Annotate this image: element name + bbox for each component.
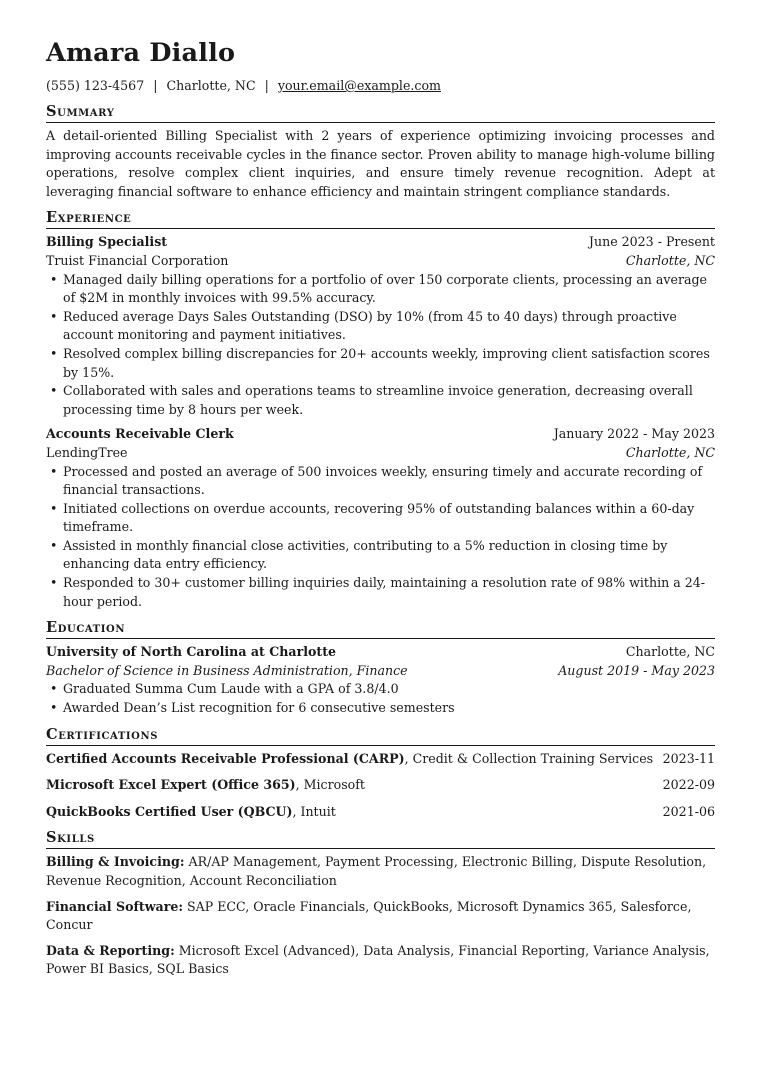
skills-section	[46, 829, 715, 979]
summary-section	[46, 103, 715, 201]
certification-name: Certified Accounts Receivable Professional (CARP)	[46, 750, 405, 766]
skill-values: SAP ECC, Oracle Financials, QuickBooks, Microsoft Dynamics 365, Salesforce, Concur	[46, 898, 692, 933]
skill-category: Billing & Invoicing:	[46, 854, 185, 870]
resume-header	[46, 38, 715, 94]
contact-location: Charlotte, NC	[166, 78, 256, 93]
certification-text	[46, 750, 653, 769]
achievement-item: • Graduated Summa Cum Laude with a GPA of 3.8/4.0	[46, 680, 715, 699]
job-dates: January 2022 - May 2023	[553, 426, 715, 442]
entry-subheader-row	[46, 662, 715, 681]
experience-entry	[46, 233, 715, 419]
skill-category: Data & Reporting:	[46, 942, 175, 958]
entry-subheader-row	[46, 252, 715, 271]
certification-list	[46, 750, 715, 822]
entry-header-row	[46, 425, 715, 444]
education-section	[46, 619, 715, 717]
contact-separator: |	[153, 78, 158, 93]
certification-date: 2023-11	[662, 750, 715, 766]
skill-group	[46, 898, 715, 935]
achievement-item: • Processed and posted an average of 500 invoices weekly, ensuring timely and accurate recording of financial transactions.	[46, 463, 715, 500]
achievement-item: • Resolved complex billing discrepancies for 20+ accounts weekly, improving client satisfaction scores by 15%.	[46, 345, 715, 382]
section-title-skills: Skills	[46, 829, 715, 849]
education-achievement-list	[46, 680, 715, 717]
certification-text	[46, 776, 365, 795]
certifications-section	[46, 726, 715, 822]
skill-values: AR/AP Management, Payment Processing, Electronic Billing, Dispute Resolution, Revenue Recognition, Account Reconciliation	[46, 854, 707, 888]
section-title-summary: Summary	[46, 103, 715, 123]
contact-line	[46, 78, 715, 94]
certification-issuer: , Credit & Collection Training Services	[404, 750, 654, 766]
entry-header-row	[46, 233, 715, 252]
certification-name: QuickBooks Certified User (QBCU)	[46, 803, 293, 819]
section-title-experience: Experience	[46, 209, 715, 229]
certification-item	[46, 776, 715, 795]
degree-name: Bachelor of Science in Business Administration, Finance	[46, 662, 408, 678]
achievement-list	[46, 271, 715, 420]
skill-group	[46, 853, 715, 890]
company-name: LendingTree	[46, 444, 128, 460]
achievement-list	[46, 463, 715, 612]
achievement-item: • Assisted in monthly financial close activities, contributing to a 5% reduction in closing time by enhancing data entry efficiency.	[46, 537, 715, 574]
certification-name: Microsoft Excel Expert (Office 365)	[46, 777, 296, 793]
achievement-item: • Managed daily billing operations for a portfolio of over 150 corporate clients, processing an average of $2M in monthly invoices with 99.5% accuracy.	[46, 271, 715, 308]
job-location: Charlotte, NC	[625, 252, 715, 268]
entry-header-row	[46, 643, 715, 662]
achievement-item: • Responded to 30+ customer billing inquiries daily, maintaining a resolution rate of 98% within a 24-hour period.	[46, 574, 715, 611]
job-title: Billing Specialist	[46, 234, 168, 250]
achievement-item: • Collaborated with sales and operations teams to streamline invoice generation, decreasing overall processing time by 8 hours per week.	[46, 382, 715, 419]
achievement-item: • Initiated collections on overdue accounts, recovering 95% of outstanding balances within a 60-day timeframe.	[46, 500, 715, 537]
certification-issuer: , Intuit	[292, 803, 336, 819]
experience-section	[46, 209, 715, 611]
certification-date: 2022-09	[662, 777, 715, 793]
job-dates: June 2023 - Present	[588, 234, 715, 250]
experience-entry	[46, 425, 715, 611]
job-location: Charlotte, NC	[625, 444, 715, 460]
summary-text: A detail-oriented Billing Specialist with 2 years of experience optimizing invoicing processes and improving accounts receivable cycles in the finance sector. Proven ability to manage high-volume billing operations, resolve complex client inquiries, and ensure timely revenue recognition. Adept at leveraging financial software to enhance efficiency and maintain stringent compliance standards.	[46, 128, 715, 199]
job-title: Accounts Receivable Clerk	[46, 426, 234, 442]
school-location: Charlotte, NC	[625, 644, 715, 660]
education-dates: August 2019 - May 2023	[558, 662, 715, 678]
skill-group	[46, 942, 715, 979]
skill-category: Financial Software:	[46, 898, 184, 914]
candidate-name: Amara Diallo	[46, 38, 236, 68]
phone-number: (555) 123-4567	[46, 78, 145, 93]
certification-item	[46, 750, 715, 769]
education-entry	[46, 643, 715, 717]
achievement-item: • Reduced average Days Sales Outstanding (DSO) by 10% (from 45 to 40 days) through proactive account monitoring and payment initiatives.	[46, 308, 715, 345]
contact-separator: |	[264, 78, 269, 93]
skill-values: Microsoft Excel (Advanced), Data Analysis, Financial Reporting, Variance Analysis, Power BI Basics, SQL Basics	[46, 942, 710, 977]
company-name: Truist Financial Corporation	[46, 252, 229, 268]
school-name: University of North Carolina at Charlotte	[46, 644, 337, 660]
certification-issuer: , Microsoft	[295, 777, 365, 793]
certification-item	[46, 803, 715, 822]
certification-text	[46, 803, 336, 822]
achievement-item: • Awarded Dean’s List recognition for 6 consecutive semesters	[46, 699, 715, 718]
section-title-education: Education	[46, 619, 715, 639]
certification-date: 2021-06	[662, 803, 715, 819]
section-title-certifications: Certifications	[46, 726, 715, 746]
email-link[interactable]: your.email@example.com	[277, 78, 441, 93]
entry-subheader-row	[46, 444, 715, 463]
